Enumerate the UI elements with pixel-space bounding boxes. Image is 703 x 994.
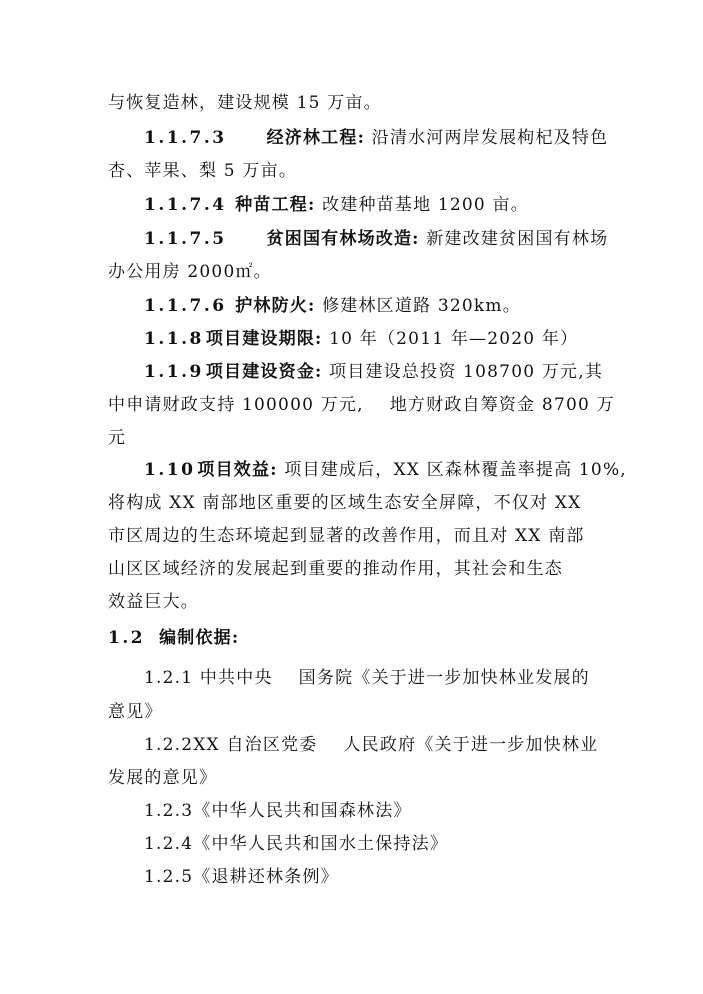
- section-number: 1.1.7.5: [144, 229, 227, 249]
- text-span: 国务院《关于进一步加快林业发展的: [298, 668, 590, 688]
- text-line: [108, 262, 272, 282]
- text-span: 1.2.1 中共中央: [144, 668, 273, 688]
- text-span: 发展的意见》: [108, 768, 218, 788]
- text-span: 杏、苹果、梨 5 万亩。: [108, 161, 298, 181]
- text-line: [108, 768, 217, 788]
- text-span: 1.2.5《退耕还林条例》: [144, 867, 339, 887]
- section-number: 1.1.7.4: [144, 195, 227, 215]
- section-number: 1.1.8: [144, 329, 204, 349]
- section-title: 项目效益:: [197, 460, 278, 480]
- section-1-1-8: [144, 329, 578, 349]
- text-line: [108, 93, 382, 113]
- section-text: 沿清水河两岸发展枸杞及特色: [371, 128, 609, 148]
- section-text: 10 年（2011 年—2020 年）: [329, 329, 579, 349]
- reference-1-2-3: [144, 801, 412, 821]
- text-span: 效益巨大。: [108, 592, 199, 612]
- section-number: 1.2: [108, 628, 146, 648]
- heading-1-2: [108, 628, 239, 648]
- section-title: 种苗工程:: [235, 195, 316, 215]
- text-span: 1.2.2XX 自治区党委: [144, 735, 318, 755]
- text-span: 意见》: [108, 702, 163, 722]
- reference-1-2-5: [144, 867, 339, 887]
- reference-1-2-2: [144, 735, 598, 755]
- text-span: 1.2.3《中华人民共和国森林法》: [144, 801, 412, 821]
- section-title: 经济林工程:: [266, 128, 366, 148]
- section-text: 项目建成后，XX 区森林覆盖率提高 10%,: [284, 460, 627, 480]
- text-span: 1.2.4《中华人民共和国水土保持法》: [144, 834, 449, 854]
- section-title: 项目建设期限:: [205, 329, 323, 349]
- text-line: [108, 493, 581, 513]
- section-1-1-7-6: [144, 296, 521, 316]
- reference-1-2-4: [144, 834, 448, 854]
- section-title: 贫困国有林场改造:: [266, 229, 420, 249]
- reference-1-2-1: [144, 668, 590, 688]
- section-1-1-9: [144, 362, 603, 382]
- text-line: [108, 428, 126, 448]
- section-title: 编制依据:: [159, 628, 240, 648]
- text-span: 地方财政自筹资金 8700 万: [389, 395, 615, 415]
- text-line: [108, 526, 585, 546]
- section-text: 项目建设总投资 108700 万元,其: [329, 362, 604, 382]
- section-text: 改建种苗基地 1200 亩。: [322, 195, 529, 215]
- section-number: 1.1.7.6: [144, 296, 227, 316]
- section-1-10: [144, 460, 627, 480]
- section-number: 1.1.9: [144, 362, 204, 382]
- text-span: 人民政府《关于进一步加快林业: [343, 735, 599, 755]
- section-text: 新建改建贫困国有林场: [426, 229, 609, 249]
- text-line: [108, 592, 199, 612]
- section-1-1-7-3: [144, 128, 608, 148]
- section-title: 项目建设资金:: [205, 362, 323, 382]
- section-1-1-7-4: [144, 195, 529, 215]
- section-title: 护林防火:: [235, 296, 316, 316]
- text-line: [108, 559, 563, 579]
- section-number: 1.10: [144, 460, 196, 480]
- text-line: [108, 395, 615, 415]
- text-line: [108, 702, 163, 722]
- text-span: 将构成 XX 南部地区重要的区域生态安全屏障，不仅对 XX: [108, 493, 582, 513]
- section-number: 1.1.7.3: [144, 128, 227, 148]
- text-span: 元: [108, 428, 127, 448]
- text-span: 市区周边的生态环境起到显著的改善作用，而且对 XX 南部: [108, 526, 585, 546]
- text-span: 中申请财政支持 100000 万元,: [108, 395, 364, 415]
- text-span: 办公用房 2000㎡。: [108, 262, 272, 282]
- section-1-1-7-5: [144, 229, 608, 249]
- section-text: 修建林区道路 320km。: [322, 296, 521, 316]
- text-span: 山区区域经济的发展起到重要的推动作用，其社会和生态: [108, 559, 563, 579]
- text-span: 与恢复造林，建设规模 15 万亩。: [108, 93, 382, 113]
- text-line: [108, 161, 297, 181]
